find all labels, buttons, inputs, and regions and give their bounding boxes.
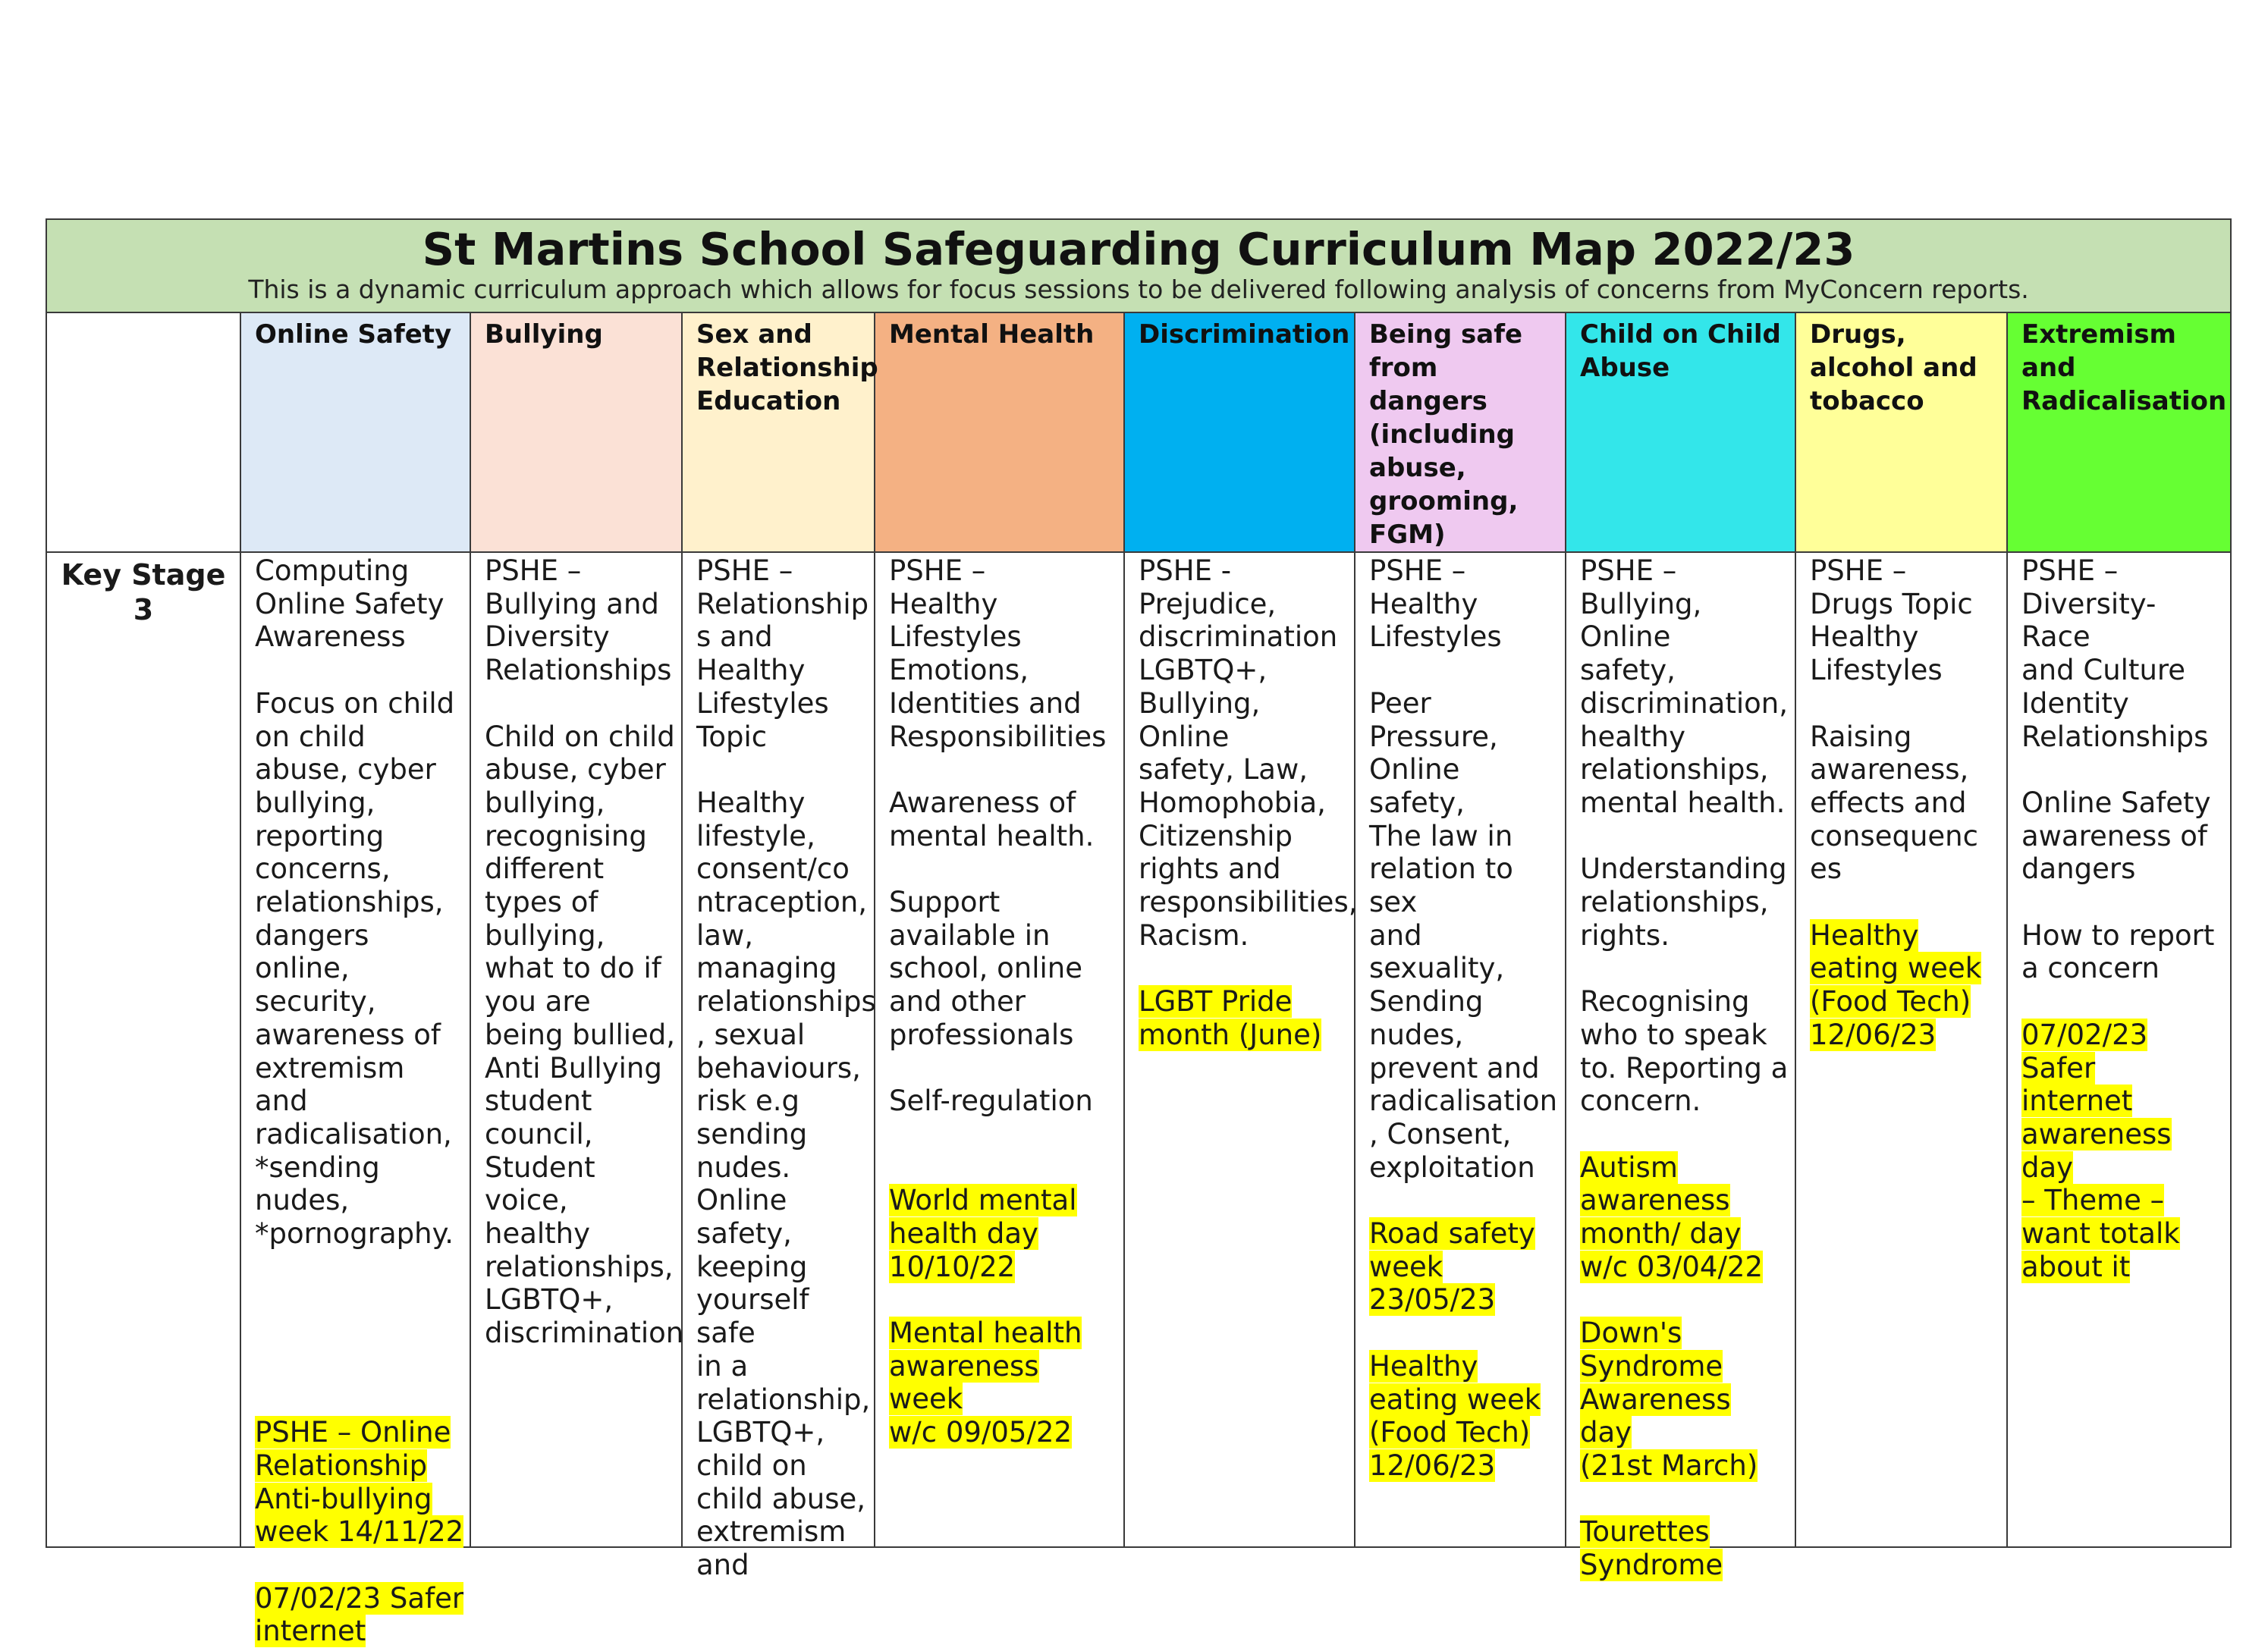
page-title: St Martins School Safeguarding Curriculum Map 2022/23 xyxy=(422,223,1855,275)
highlighted-event xyxy=(255,1582,465,1648)
column-header-online-safety xyxy=(240,312,470,552)
cell-content xyxy=(1355,553,1565,1545)
cell-paragraph: Healthy lifestyle, consent/co ntraception, law, managing relationships , sexual behaviours, risk e.g sending nudes. Online safety, keeping yourself safe in a relationship, LGBTQ+, child on child abuse, extremism and xyxy=(696,786,876,1582)
cell-paragraph: PSHE – Bullying and Diversity Relationships xyxy=(485,554,672,687)
column-header-bullying xyxy=(470,312,682,552)
cell-content xyxy=(683,553,876,1582)
column-header-mental-health xyxy=(875,312,1124,552)
highlighted-event-text: World mental health day 10/10/22 xyxy=(889,1184,1077,1283)
highlighted-event-text: Mental health awareness week w/c 09/05/22 xyxy=(889,1317,1082,1449)
highlighted-event xyxy=(1580,1515,1790,1581)
cell-paragraph: Computing Online Safety Awareness xyxy=(255,554,444,654)
highlighted-event xyxy=(1369,1350,1560,1483)
cell-paragraph: PSHE - Prejudice, discrimination LGBTQ+, Bullying, Online safety, Law, Homophobia, Citizenship rights and responsibilities, Racism. xyxy=(1139,554,1358,952)
cell-being-safe-from-dangers-including-abuse-grooming-fgm xyxy=(1355,552,1566,1547)
cell-content xyxy=(2008,553,2230,1545)
key-stage-label: Key Stage 3 xyxy=(61,558,226,626)
cell-paragraph: Raising awareness, effects and consequenc es xyxy=(1810,720,1978,886)
column-header-label: Discrimination xyxy=(1139,319,1350,350)
highlighted-event-text: 07/02/23 Safer internet awareness day – Theme – want totalk about it xyxy=(2021,1018,2180,1283)
title-banner xyxy=(46,219,2231,312)
column-header-label: Drugs, alcohol and tobacco xyxy=(1810,319,1977,416)
cell-content xyxy=(875,553,1123,1545)
cell-paragraph: Recognising who to speak to. Reporting a concern. xyxy=(1580,985,1789,1118)
cell-paragraph: PSHE – Healthy Lifestyles Emotions, Identities and Responsibilities xyxy=(889,554,1107,753)
key-stage-cell xyxy=(46,552,240,1547)
cell-discrimination xyxy=(1124,552,1358,1547)
cell-paragraph: How to report a concern xyxy=(2021,918,2215,985)
cell-paragraph: Child on child abuse, cyber bullying, recognising different types of bullying, what to do if you are being bullied, Anti Bullying student council, Student voice, healthy relationships, LGBTQ+, discrimination xyxy=(485,720,684,1350)
cell-paragraph: PSHE – Drugs Topic Healthy Lifestyles xyxy=(1810,554,1973,687)
cell-content xyxy=(241,553,470,1648)
corner-cell xyxy=(46,312,240,552)
column-header-label: Sex and Relationship Education xyxy=(696,319,878,416)
highlighted-event xyxy=(1369,1217,1560,1317)
cell-paragraph: PSHE – Diversity- Race and Culture Identity Relationships xyxy=(2021,554,2209,753)
cell-paragraph: Peer Pressure, Online safety, The law in relation to sex and sexuality, Sending nudes, prevent and radicalisation , Consent, exploitation xyxy=(1369,686,1558,1184)
cell-sex-and-relationship-education xyxy=(682,552,876,1582)
cell-bullying xyxy=(470,552,682,1547)
highlighted-event xyxy=(1580,1317,1790,1483)
highlighted-event-text: PSHE – Online Relationship Anti-bullying week 14/11/22 xyxy=(255,1416,464,1549)
highlighted-event-text: Autism awareness month/ day w/c 03/04/22 xyxy=(1580,1150,1764,1283)
cell-paragraph: Understanding relationships, rights. xyxy=(1580,852,1787,952)
cell-paragraph: PSHE – Bullying, Online safety, discrimination, healthy relationships, mental health. xyxy=(1580,554,1788,819)
cell-extremism-and-radicalisation xyxy=(2007,552,2231,1547)
cell-content xyxy=(471,553,684,1545)
cell-paragraph: Online Safety awareness of dangers xyxy=(2021,786,2211,886)
highlighted-event xyxy=(1580,1151,1790,1284)
highlighted-event xyxy=(1139,985,1349,1051)
cell-paragraph: Self-regulation xyxy=(889,1085,1093,1118)
highlighted-event xyxy=(255,1416,465,1549)
column-header-label: Extremism and Radicalisation xyxy=(2021,319,2227,416)
column-header-label: Child on Child Abuse xyxy=(1580,319,1781,383)
cell-paragraph: Support available in school, online and other professionals xyxy=(889,886,1083,1051)
column-header-label: Mental Health xyxy=(889,319,1095,350)
highlighted-event-text: Healthy eating week (Food Tech) 12/06/23 xyxy=(1369,1349,1541,1482)
column-header-label: Being safe from dangers (including abuse, grooming, FGM) xyxy=(1369,319,1523,550)
column-header-extremism-and-radicalisation xyxy=(2007,312,2231,552)
highlighted-event-text: 07/02/23 Safer internet xyxy=(255,1581,464,1648)
cell-content xyxy=(1796,553,2006,1545)
curriculum-map-table xyxy=(46,218,2232,1648)
column-header-label: Bullying xyxy=(485,319,603,350)
key-stage-3-row xyxy=(46,552,2231,1547)
cell-paragraph: PSHE – Relationship s and Healthy Lifestyles Topic xyxy=(696,554,869,753)
column-header-discrimination xyxy=(1124,312,1355,552)
cell-spacer xyxy=(889,1151,1119,1185)
topic-header-row xyxy=(46,312,2231,552)
cell-paragraph: Focus on child on child abuse, cyber bullying, reporting concerns, relationships, dangers online, security, awareness of extremism and radicalisation, *sending nudes, *pornography. xyxy=(255,686,455,1251)
highlighted-event-text: Down's Syndrome Awareness day (21st March) xyxy=(1580,1317,1758,1482)
cell-paragraph: PSHE – Healthy Lifestyles xyxy=(1369,554,1502,654)
highlighted-event xyxy=(889,1184,1119,1283)
highlighted-event-text: Healthy eating week (Food Tech) 12/06/23 xyxy=(1810,918,1982,1051)
highlighted-event xyxy=(889,1317,1119,1449)
column-header-drugs-alcohol-and-tobacco xyxy=(1795,312,2007,552)
cell-content xyxy=(1125,553,1358,1545)
cell-paragraph: Awareness of mental health. xyxy=(889,786,1095,852)
highlighted-event-text: Road safety week 23/05/23 xyxy=(1369,1217,1535,1317)
column-header-label: Online Safety xyxy=(255,319,452,350)
cell-online-safety xyxy=(240,552,470,1648)
highlighted-event-text: Tourettes Syndrome xyxy=(1580,1515,1723,1582)
highlighted-event-text: LGBT Pride month (June) xyxy=(1139,985,1322,1051)
column-header-sex-and-relationship-education xyxy=(682,312,878,552)
cell-mental-health xyxy=(875,552,1124,1547)
cell-drugs-alcohol-and-tobacco xyxy=(1795,552,2007,1547)
cell-spacer xyxy=(255,1283,465,1416)
cell-child-on-child-abuse xyxy=(1566,552,1795,1582)
page-subtitle: This is a dynamic curriculum approach which allows for focus sessions to be delivered following analysis of concerns from MyConcern reports. xyxy=(248,275,2029,304)
column-header-child-on-child-abuse xyxy=(1566,312,1795,552)
column-header-being-safe-from-dangers-including-abuse-grooming-fgm xyxy=(1355,312,1566,552)
highlighted-event xyxy=(2021,1019,2226,1284)
cell-content xyxy=(1566,553,1795,1582)
highlighted-event xyxy=(1810,919,2002,1052)
